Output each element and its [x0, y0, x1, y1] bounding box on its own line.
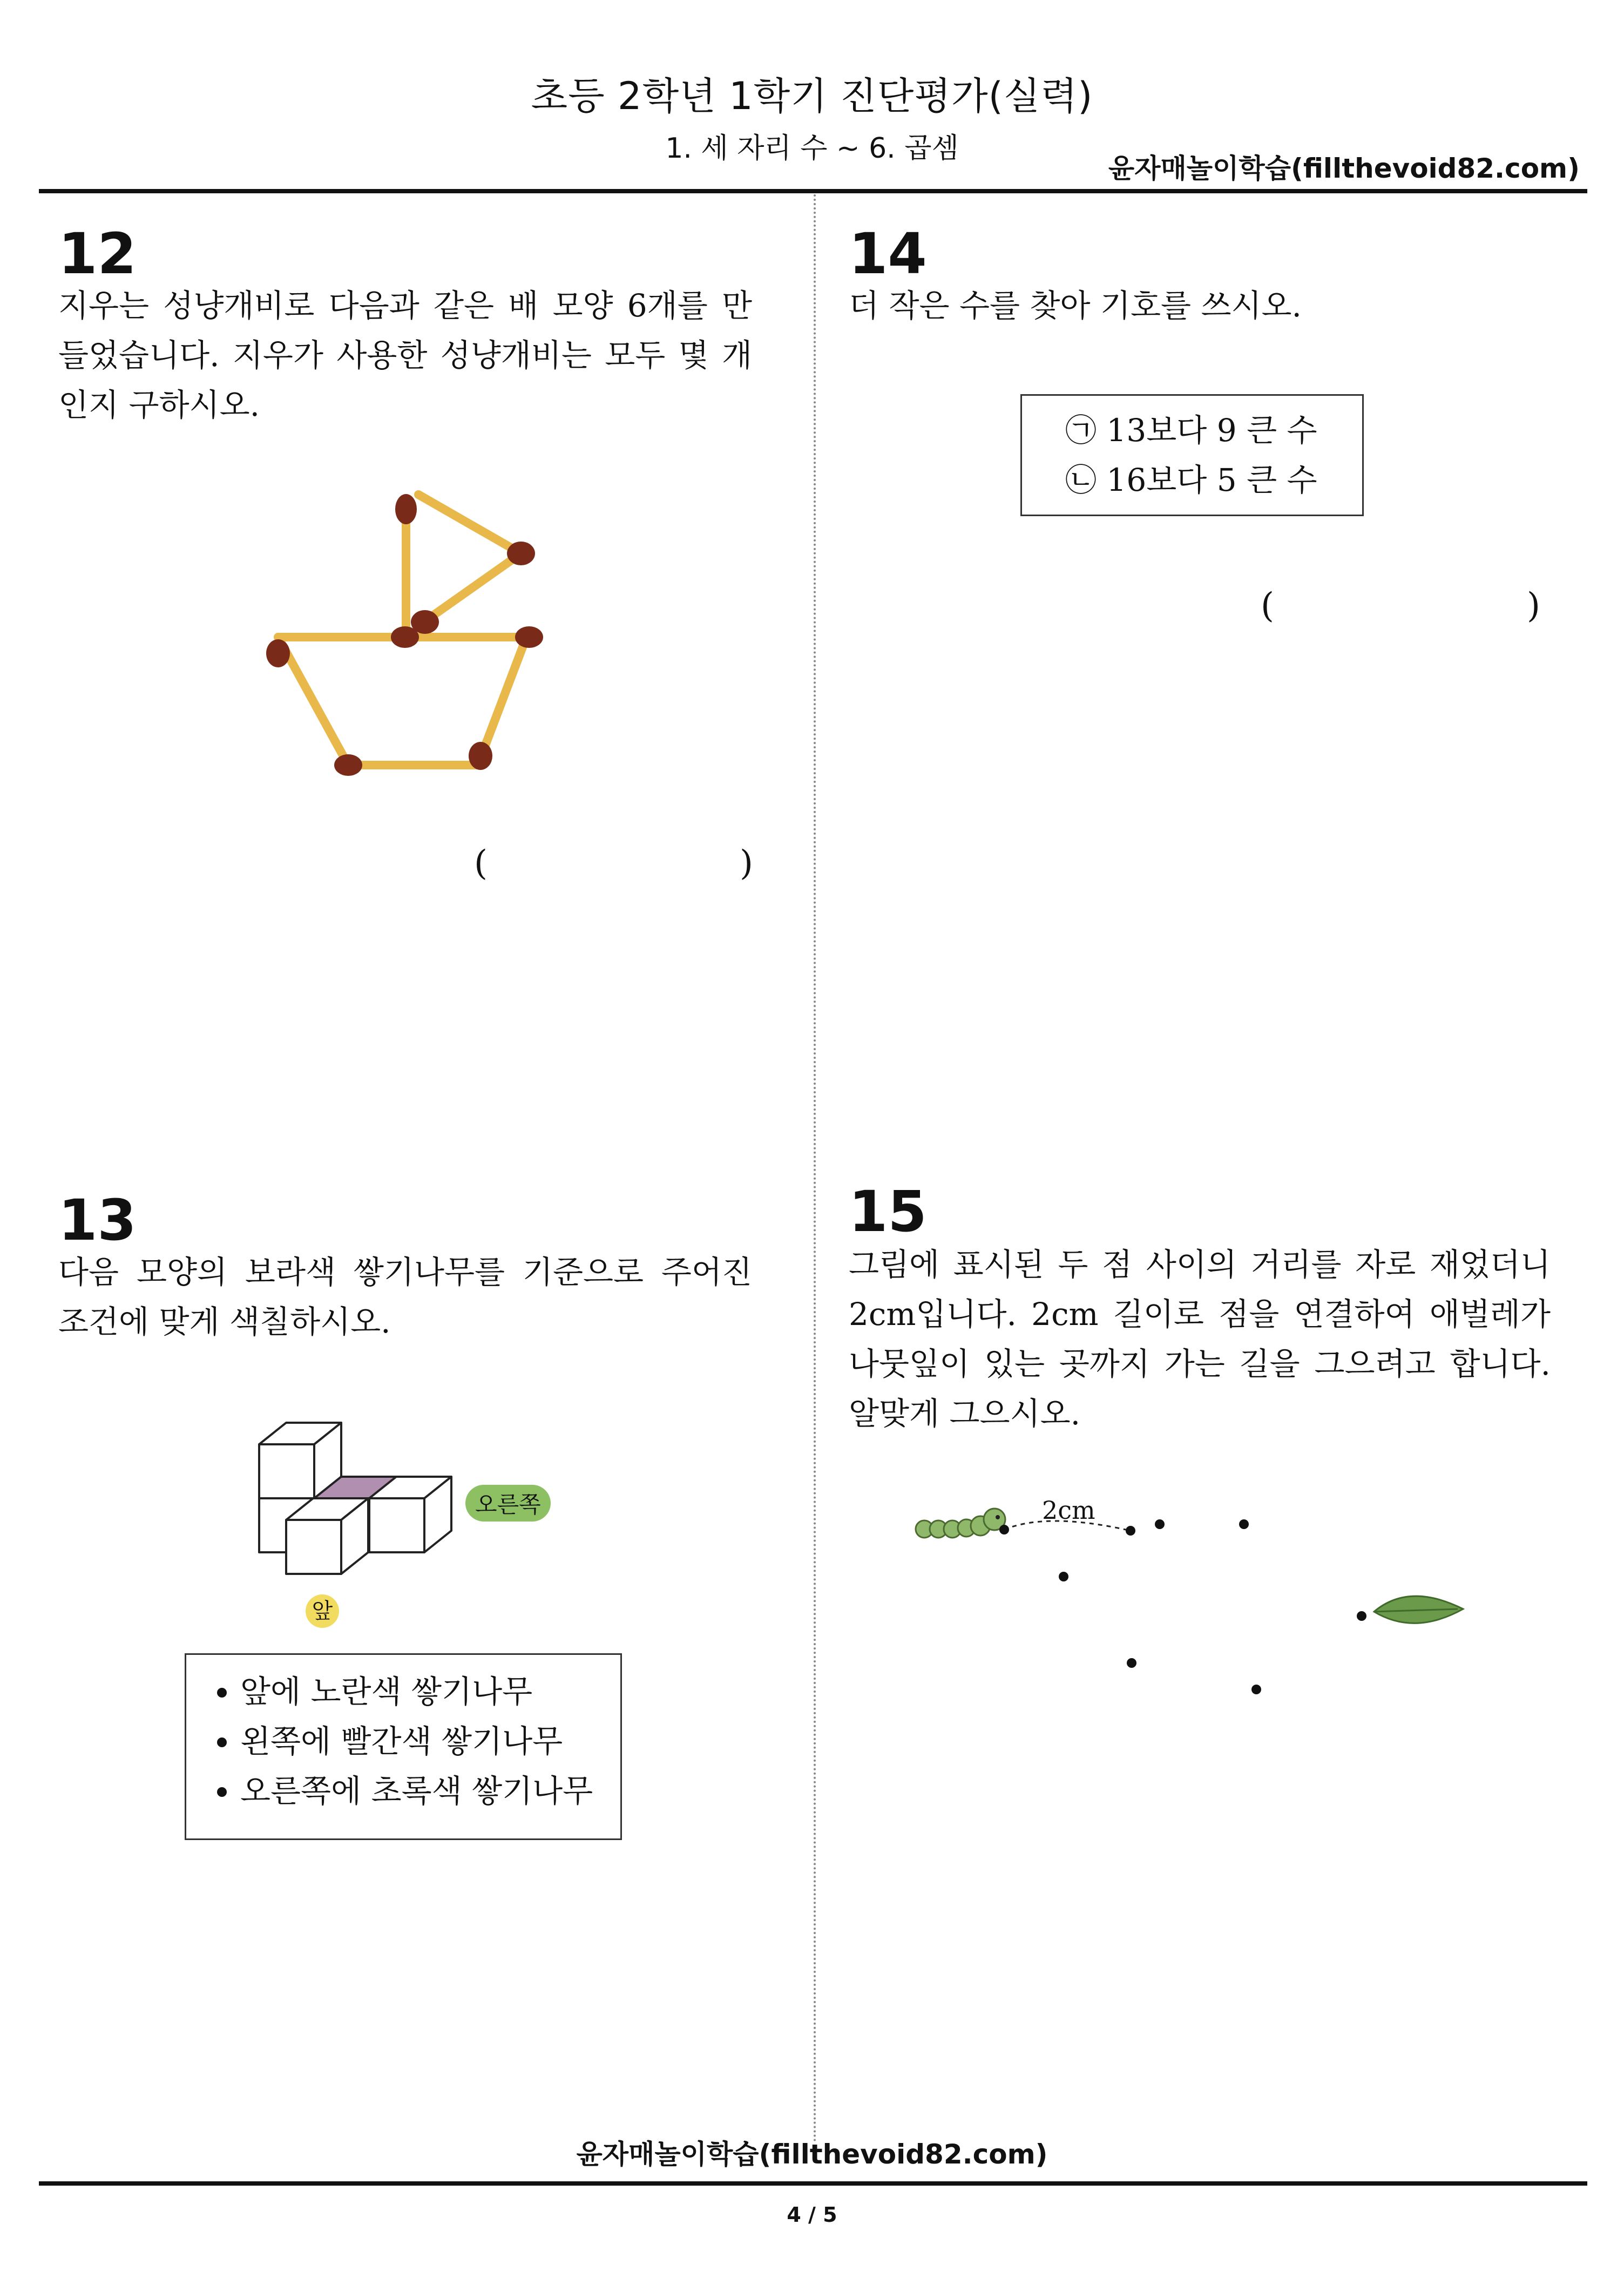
column-divider — [814, 194, 816, 2144]
path-dot — [1126, 1526, 1135, 1536]
matchstick — [418, 495, 521, 553]
matchstick — [424, 553, 521, 622]
path-dot — [1239, 1519, 1249, 1529]
footer-rule — [39, 2181, 1587, 2186]
page-number: 4 / 5 — [787, 2203, 837, 2227]
condition-item: • 앞에 노란색 쌓기나무 — [240, 1667, 620, 1716]
caterpillar-icon — [916, 1509, 1005, 1538]
answer-open-paren: ( — [1261, 586, 1274, 626]
answer-open-paren: ( — [474, 843, 488, 883]
page-subtitle: 1. 세 자리 수 ~ 6. 곱셈 — [665, 132, 959, 165]
choice-box — [1020, 394, 1364, 516]
answer-close-paren: ) — [740, 843, 753, 883]
answer-close-paren: ) — [1527, 586, 1540, 626]
match-head — [469, 742, 492, 770]
choice-a: ㉠ 13보다 9 큰 수 — [1065, 412, 1317, 449]
measure-label: 2cm — [1042, 1496, 1095, 1525]
path-dot — [1127, 1658, 1136, 1668]
match-head — [266, 639, 290, 667]
question-13-text: 다음 모양의 보라색 쌓기나무를 기준으로 주어진 조건에 맞게 색칠하시오. — [58, 1254, 752, 1340]
cube-stack-figure — [254, 1412, 556, 1639]
cube-face — [369, 1498, 424, 1552]
match-head — [411, 610, 439, 634]
matchstick-boat-figure — [259, 475, 561, 788]
path-dot — [999, 1525, 1009, 1534]
match-head — [395, 494, 417, 524]
question-15-text: 그림에 표시된 두 점 사이의 거리를 자로 재었더니 2cm입니다. 2cm 길이로 점을 연결하여 애벌레가 나뭇잎이 있는 곳까지 가는 길을 그으려고 합니다. 알맞게 그으시오. — [849, 1246, 1551, 1432]
answer-blank-12[interactable] — [497, 842, 729, 885]
label-front: 앞 — [306, 1594, 339, 1628]
condition-item: • 오른쪽에 초록색 쌓기나무 — [240, 1766, 620, 1816]
question-14-text: 더 작은 수를 찾아 기호를 쓰시오. — [849, 287, 1302, 324]
question-13-number: 13 — [58, 1187, 137, 1253]
cube-face — [259, 1444, 314, 1498]
path-dot — [1059, 1572, 1068, 1581]
question-14-number: 14 — [849, 221, 927, 287]
path-dot — [1155, 1519, 1165, 1529]
match-head — [334, 754, 362, 776]
question-15-number: 15 — [849, 1179, 927, 1245]
condition-box — [185, 1653, 622, 1840]
answer-blank-14[interactable] — [1285, 586, 1517, 629]
label-right: 오른쪽 — [465, 1485, 551, 1522]
question-12-number: 12 — [58, 221, 137, 287]
dot-path-figure[interactable] — [912, 1479, 1479, 1712]
header-rule — [39, 189, 1587, 193]
brand-header: 윤자매놀이학습(fillthevoid82.com) — [1108, 153, 1580, 184]
leaf-icon — [1374, 1596, 1463, 1623]
match-head — [507, 542, 535, 565]
page-title: 초등 2학년 1학기 진단평가(실력) — [531, 74, 1093, 118]
match-head — [515, 626, 543, 648]
cube-face — [286, 1520, 341, 1574]
choice-b: ㉡ 16보다 5 큰 수 — [1065, 462, 1317, 498]
brand-footer: 윤자매놀이학습(fillthevoid82.com) — [576, 2139, 1048, 2170]
caterpillar-eye — [996, 1515, 1000, 1519]
question-12-text: 지우는 성냥개비로 다음과 같은 배 모양 6개를 만들었습니다. 지우가 사용한 성냥개비는 모두 몇 개인지 구하시오. — [58, 287, 752, 423]
condition-item: • 왼쪽에 빨간색 쌓기나무 — [240, 1716, 620, 1766]
path-dot — [1357, 1611, 1366, 1621]
path-dot — [1251, 1685, 1261, 1694]
